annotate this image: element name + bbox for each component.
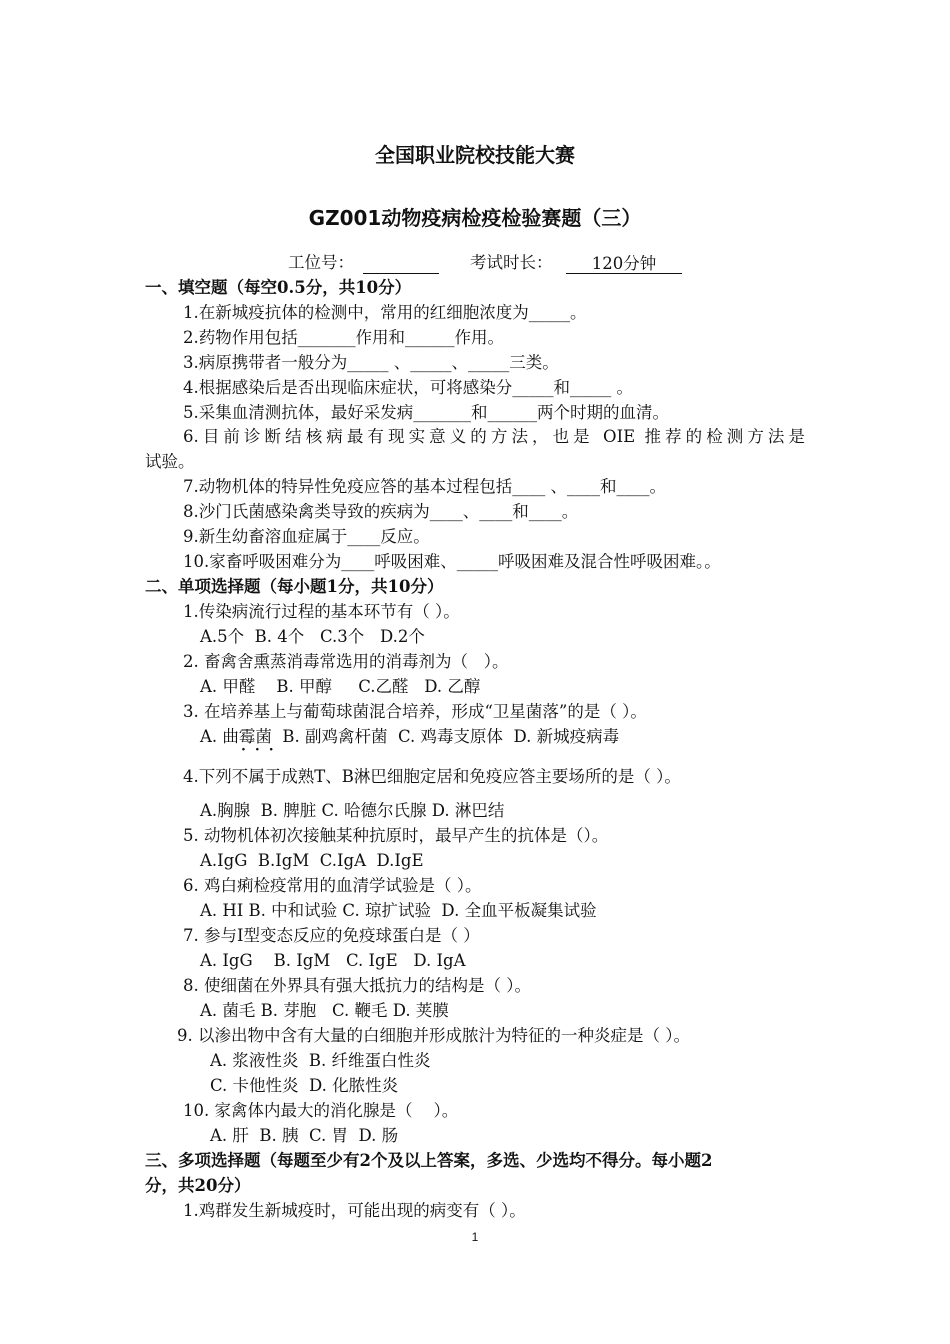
s1-question-6-line1: 6.目前诊断结核病最有现实意义的方法，也是 OIE 推荐的检测方法是	[183, 427, 805, 446]
s2-question-5-options: A.IgG B.IgM C.IgA D.IgE	[200, 851, 424, 870]
station-number-field[interactable]	[363, 252, 439, 274]
page-number: 1	[471, 1230, 479, 1244]
section1-heading: 一、填空题（每空0.5分，共10分）	[145, 278, 412, 297]
s2-question-4-options: A.胸腺 B. 脾脏 C. 哈德尔氏腺 D. 淋巴结	[200, 801, 505, 820]
s1-question-6-line2: 试验。	[145, 452, 195, 471]
section3-heading-line1: 三、多项选择题（每题至少有2个及以上答案，多选、少选均不得分。每小题2	[145, 1151, 713, 1170]
emphasis-dots: ···	[241, 742, 283, 758]
s2-question-4: 4.下列不属于成熟T、B淋巴细胞定居和免疫应答主要场所的是（ ）。	[183, 767, 681, 786]
s2-question-6: 6. 鸡白痢检疫常用的血清学试验是（ ）。	[183, 876, 482, 895]
s1-question-3: 3.病原携带者一般分为_____ 、_____、_____三类。	[183, 353, 559, 372]
s2-question-10: 10. 家禽体内最大的消化腺是（ ）。	[183, 1101, 459, 1120]
s2-question-10-options: A. 肝 B. 胰 C. 胃 D. 肠	[210, 1126, 399, 1145]
s1-question-2: 2.药物作用包括_______作用和______作用。	[183, 328, 504, 347]
section3-heading-line2: 分，共20分）	[145, 1176, 251, 1195]
station-label: 工位号：	[288, 253, 354, 272]
s2-question-9-options-1: A. 浆液性炎 B. 纤维蛋白性炎	[210, 1051, 431, 1070]
time-value: 120分钟	[566, 253, 682, 274]
s2-question-8-options: A. 菌毛 B. 芽胞 C. 鞭毛 D. 荚膜	[200, 1001, 449, 1020]
s2-question-8: 8. 使细菌在外界具有强大抵抗力的结构是（ ）。	[183, 976, 531, 995]
s1-question-5: 5.采集血清测抗体，最好采发病_______和______两个时期的血清。	[183, 403, 669, 422]
s2-question-3-options: A. 曲霉菌 B. 副鸡禽杆菌 C. 鸡毒支原体 D. 新城疫病毒	[200, 727, 620, 746]
s2-question-2-options: A. 甲醛 B. 甲醇 C.乙醛 D. 乙醇	[200, 677, 481, 696]
s2-question-2: 2. 畜禽舍熏蒸消毒常选用的消毒剂为（ ）。	[183, 652, 509, 671]
s2-question-9: 9. 以渗出物中含有大量的白细胞并形成脓汁为特征的一种炎症是（ ）。	[177, 1026, 690, 1045]
s1-question-1: 1.在新城疫抗体的检测中，常用的红细胞浓度为_____。	[183, 303, 587, 322]
s2-question-1-options: A.5个 B. 4个 C.3个 D.2个	[200, 627, 425, 646]
s1-question-7: 7.动物机体的特异性免疫应答的基本过程包括____ 、____和____。	[183, 477, 666, 496]
s1-question-8: 8.沙门氏菌感染禽类导致的疾病为____、____和____。	[183, 502, 579, 521]
s1-question-10: 10.家畜呼吸困难分为____呼吸困难、_____呼吸困难及混合性呼吸困难。。	[183, 552, 721, 571]
exam-subtitle: GZ001动物疫病检疫检验赛题（三）	[308, 206, 642, 230]
time-label: 考试时长：	[470, 253, 553, 272]
s2-question-7-options: A. IgG B. IgM C. IgE D. IgA	[200, 951, 466, 970]
s3-question-1: 1.鸡群发生新城疫时，可能出现的病变有（ ）。	[183, 1201, 526, 1220]
s2-question-7: 7. 参与Ⅰ型变态反应的免疫球蛋白是（ ）	[183, 926, 480, 945]
s2-question-5: 5. 动物机体初次接触某种抗原时，最早产生的抗体是（）。	[183, 826, 609, 845]
s1-question-4: 4.根据感染后是否出现临床症状，可将感染分_____和_____ 。	[183, 378, 633, 397]
s2-question-9-options-2: C. 卡他性炎 D. 化脓性炎	[210, 1076, 399, 1095]
s2-question-1: 1.传染病流行过程的基本环节有（ ）。	[183, 602, 460, 621]
s2-question-3: 3. 在培养基上与葡萄球菌混合培养，形成“卫星菌落”的是（ ）。	[183, 702, 647, 721]
time-value-field	[566, 252, 682, 274]
s1-question-9: 9.新生幼畜溶血症属于____反应。	[183, 527, 430, 546]
competition-title: 全国职业院校技能大赛	[375, 143, 575, 167]
section2-heading: 二、单项选择题（每小题1分，共10分）	[145, 577, 444, 596]
s2-question-6-options: A. HI B. 中和试验 C. 琼扩试验 D. 全血平板凝集试验	[200, 901, 597, 920]
